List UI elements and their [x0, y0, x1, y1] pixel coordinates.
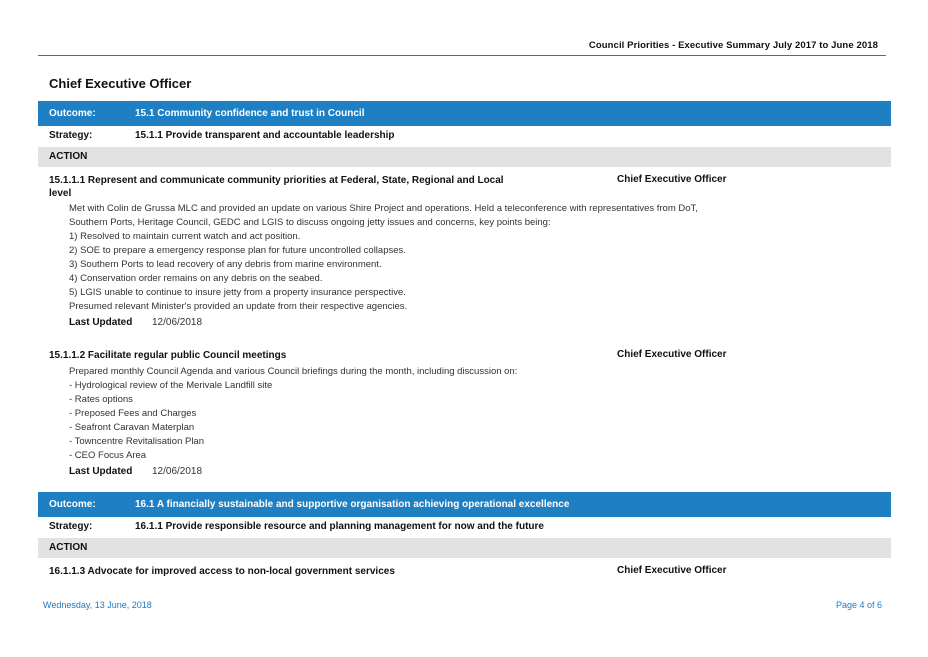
last-updated-date: 12/06/2018: [152, 317, 203, 328]
action-header: [38, 538, 891, 558]
strategy-label: Strategy:: [49, 521, 93, 532]
action-body-line: Presumed relevant Minister's provided an update from their respective agencies.: [69, 301, 408, 312]
last-updated-label: Last Updated: [69, 466, 133, 477]
action-body-line: - Preposed Fees and Charges: [69, 408, 197, 419]
action-responsible: Chief Executive Officer: [617, 349, 727, 360]
header-rule: [38, 55, 886, 56]
action-title: [49, 174, 539, 200]
header-title: Council Priorities - Executive Summary July 2017 to June 2018: [588, 40, 878, 51]
outcome-band: [38, 492, 891, 517]
outcome-text: 15.1 Community confidence and trust in Council: [135, 108, 365, 119]
action-header: [38, 147, 891, 167]
outcome-label: Outcome:: [49, 499, 96, 510]
action-title: 15.1.1.2 Facilitate regular public Council meetings: [49, 350, 287, 361]
action-body-line: Southern Ports, Heritage Council, GEDC and LGIS to discuss ongoing jetty issues and concerns, key points being:: [69, 217, 551, 228]
action-responsible: Chief Executive Officer: [617, 565, 727, 576]
action-body-line: - Hydrological review of the Merivale Landfill site: [69, 380, 273, 391]
strategy-text: 16.1.1 Provide responsible resource and planning management for now and the future: [135, 521, 544, 532]
strategy-text: 15.1.1 Provide transparent and accountable leadership: [135, 130, 395, 141]
action-body-line: 3) Southern Ports to lead recovery of any debris from marine environment.: [69, 259, 382, 270]
action-body-line: 1) Resolved to maintain current watch and act position.: [69, 231, 301, 242]
action-body-line: - CEO Focus Area: [69, 450, 147, 461]
action-body-line: 4) Conservation order remains on any debris on the seabed.: [69, 273, 323, 284]
strategy-row: [38, 126, 891, 146]
action-body-line: - Seafront Caravan Materplan: [69, 422, 195, 433]
strategy-row: [38, 517, 891, 537]
action-body-line: 5) LGIS unable to continue to insure jetty from a property insurance perspective.: [69, 287, 406, 298]
action-title-line: 15.1.1.1 Represent and communicate community priorities at Federal, State, Regional and Local: [49, 175, 504, 186]
last-updated-date: 12/06/2018: [152, 466, 203, 477]
outcome-text: 16.1 A financially sustainable and supportive organisation achieving operational excellence: [135, 499, 570, 510]
action-body-line: - Rates options: [69, 394, 133, 405]
outcome-label: Outcome:: [49, 108, 96, 119]
last-updated-label: Last Updated: [69, 317, 133, 328]
footer-date: Wednesday, 13 June, 2018: [43, 600, 152, 610]
action-label: ACTION: [49, 151, 88, 162]
action-title: 16.1.1.3 Advocate for improved access to non-local government services: [49, 566, 395, 577]
action-label: ACTION: [49, 542, 88, 553]
action-body-line: Met with Colin de Grussa MLC and provided an update on various Shire Project and operations. Held a teleconference with representatives from DoT,: [69, 203, 698, 214]
page-title: Chief Executive Officer: [49, 76, 192, 91]
strategy-label: Strategy:: [49, 130, 93, 141]
action-title-line: level: [49, 188, 72, 199]
action-responsible: Chief Executive Officer: [617, 174, 727, 185]
page-number: Page 4 of 6: [835, 600, 882, 610]
action-body-line: - Towncentre Revitalisation Plan: [69, 436, 205, 447]
action-body-line: 2) SOE to prepare a emergency response plan for future uncontrolled collapses.: [69, 245, 406, 256]
action-body-line: Prepared monthly Council Agenda and various Council briefings during the month, including discussion on:: [69, 366, 518, 377]
outcome-band: [38, 101, 891, 126]
